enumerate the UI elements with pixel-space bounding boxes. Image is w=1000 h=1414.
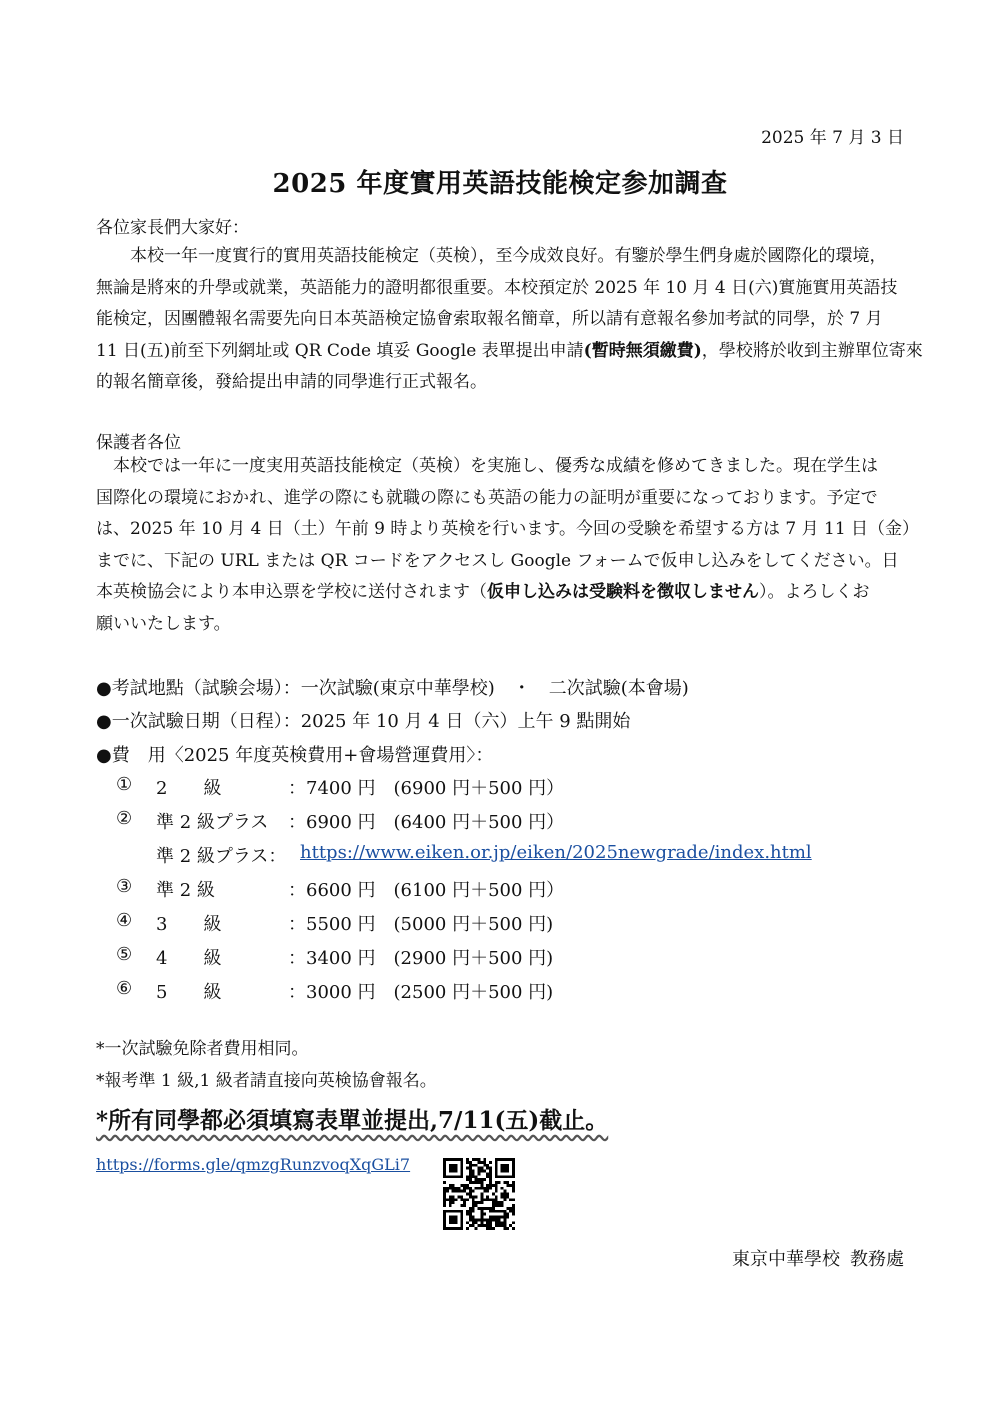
ja-line-4: までに、下記の URL または QR コードをアクセスし Google フォームで仮申し込みをしてください。日	[96, 550, 899, 571]
no-fee-emphasis-ja: 仮申し込みは受験料を徴収しません	[487, 582, 759, 602]
qr-code-icon[interactable]	[443, 1158, 515, 1230]
fee-mark: ①	[116, 774, 133, 795]
fee-mark: ⑤	[116, 944, 133, 965]
fee-price: ：6600 円 (6100 円＋500 円）	[288, 880, 565, 901]
ja-line-5	[96, 577, 906, 609]
document-date: 2025 年 7 月 3 日	[761, 128, 904, 148]
schedule-info: ●一次試驗日期（日程）：2025 年 10 月 4 日（六）上午 9 點開始	[96, 711, 631, 732]
zh-greeting: 各位家長們大家好：	[96, 218, 249, 238]
ja-body	[96, 451, 920, 640]
fee-grade: 準 2 級プラス	[156, 812, 269, 833]
fee-mark: ④	[116, 910, 133, 931]
ja-line-3: は、2025 年 10 月 4 日（土）午前 9 時より英検を行います。今回の受験を希望する方は 7 月 11 日（金）	[96, 519, 920, 539]
office-name: 教務處	[850, 1249, 904, 1270]
fee-price: ：5500 円 (5000 円＋500 円)	[288, 914, 554, 935]
eiken-plus-link[interactable]: https://www.eiken.or.jp/eiken/2025newgrade/index.html	[300, 842, 812, 863]
note-grade1: *報考準 1 級,1 級者請直接向英検協會報名。	[96, 1071, 437, 1091]
fee-grade: 準 2 級	[156, 880, 215, 901]
fee-price: ：7400 円 (6900 円＋500 円）	[288, 778, 565, 799]
fee-grade: 4 級	[156, 948, 222, 969]
deadline-notice: *所有同學都必須填寫表單並提出,7/11(五)截止。	[96, 1107, 609, 1134]
zh-line-3: 能検定，因團體報名需要先向日本英語検定協會索取報名簡章，所以請有意報名參加考試的同學，於 7 月	[96, 309, 883, 329]
fee-mark: ⑥	[116, 978, 133, 999]
signature	[732, 1245, 904, 1271]
zh-line-5: 的報名簡章後，發給提出申請的同學進行正式報名。	[96, 372, 487, 392]
fee-mark: ③	[116, 876, 133, 897]
ja-line-5-tail: ）。よろしくお	[759, 582, 870, 602]
fee-heading: ●費 用〈2025 年度英検費用+會場營運費用〉：	[96, 745, 494, 766]
zh-body	[96, 241, 923, 399]
fee-grade: 2 級	[156, 778, 222, 799]
ja-line-6: 願いいたします。	[96, 613, 231, 634]
no-fee-emphasis: (暫時無須繳費)	[583, 340, 702, 361]
ja-greeting: 保護者各位	[96, 433, 181, 453]
plus-link-label: 準 2 級プラス：	[156, 846, 287, 867]
fee-grade: 5 級	[156, 982, 222, 1003]
ja-line-5-text: 本英検協会により本申込票を学校に送付されます（	[96, 582, 487, 602]
zh-line-2: 無論是將來的升學或就業，英語能力的證明都很重要。本校預定於 2025 年 10 月 4 日(六)實施實用英語技	[96, 277, 898, 298]
note-exemption: *一次試驗免除者費用相同。	[96, 1039, 309, 1059]
ja-line-2: 国際化の環境におかれ、進学の際にも就職の際にも英語の能力の証明が重要になっております。予定で	[96, 487, 878, 508]
zh-line-4-text: 11 日(五)前至下列網址或 QR Code 填妥 Google 表單提出申請	[96, 340, 584, 361]
venue-info: ●考試地點（試験会場）：一次試驗(東京中華學校) ・ 二次試驗(本會場)	[96, 678, 689, 699]
fee-price: ：3000 円 (2500 円＋500 円)	[288, 982, 554, 1003]
zh-line-4	[96, 336, 923, 368]
ja-line-1: 本校では一年に一度実用英語技能検定（英検）を実施し、優秀な成績を修めてきました。現在学生は	[113, 456, 878, 476]
fee-price: ：6900 円 (6400 円＋500 円）	[288, 812, 565, 833]
google-form-link[interactable]: https://forms.gle/qmzgRunzvoqXqGLi7	[96, 1155, 411, 1174]
fee-grade: 3 級	[156, 914, 222, 935]
zh-line-4-tail: ，學校將於收到主辦單位寄來	[701, 340, 923, 361]
document-title: 2025 年度實用英語技能検定参加調查	[272, 169, 728, 199]
fee-mark: ②	[116, 808, 133, 829]
fee-price: ：3400 円 (2900 円＋500 円)	[288, 948, 554, 969]
school-name: 東京中華學校	[732, 1249, 840, 1270]
zh-line-1: 本校一年一度實行的實用英語技能検定（英検），至今成效良好。有鑒於學生們身處於國際化的環境，	[130, 246, 887, 266]
